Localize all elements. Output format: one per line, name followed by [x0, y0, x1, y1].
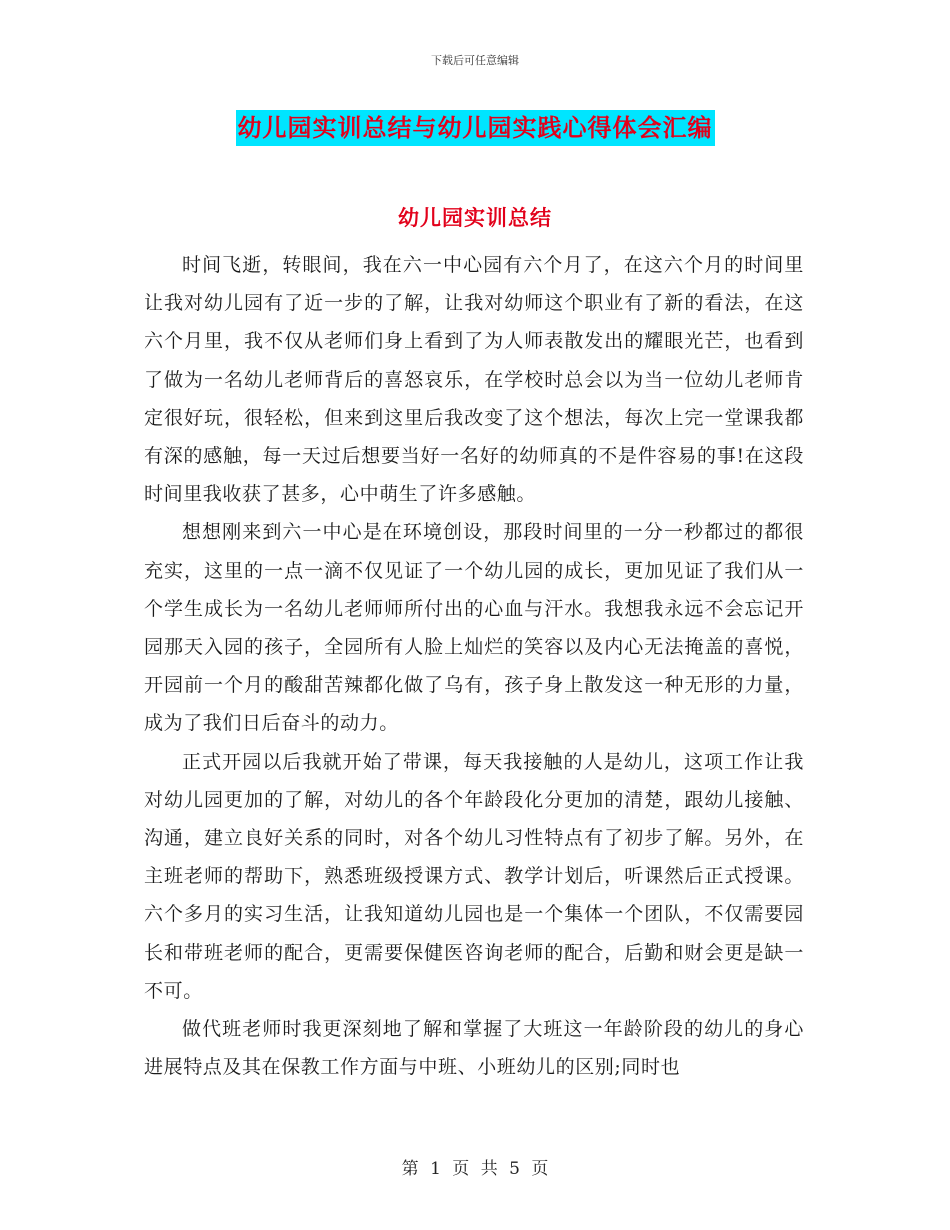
section-title: 幼儿园实训总结: [398, 206, 552, 230]
paragraph: 时间飞逝，转眼间，我在六一中心园有六个月了，在这六个月的时间里让我对幼儿园有了近一步的了解，让我对幼师这个职业有了新的看法，在这六个月里，我不仅从老师们身上看到了为人师表散发出的耀眼光芒，也看到了做为一名幼儿老师背后的喜怒哀乐，在学校时总会以为当一位幼儿老师肯定很好玩，很轻松，但来到这里后我改变了这个想法，每次上完一堂课我都有深的感触，每一天过后想要当好一名好的幼师真的不是件容易的事!在这段时间里我收获了甚多，心中萌生了许多感触。: [144, 254, 804, 506]
body-text: [144, 246, 804, 1086]
main-title-container: [0, 110, 950, 146]
paragraph: 想想刚来到六一中心是在环境创设，那段时间里的一分一秒都过的都很充实，这里的一点一滴不仅见证了一个幼儿园的成长，更加见证了我们从一个学生成长为一名幼儿老师师所付出的心血与汗水。我想我永远不会忘记开园那天入园的孩子，全园所有人脸上灿烂的笑容以及内心无法掩盖的喜悦，开园前一个月的酸甜苦辣都化做了乌有，孩子身上散发这一种无形的力量，成为了我们日后奋斗的动力。: [144, 521, 804, 735]
paragraph: 做代班老师时我更深刻地了解和掌握了大班这一年龄阶段的幼儿的身心进展特点及其在保教工作方面与中班、小班幼儿的区别;同时也: [144, 1018, 804, 1079]
paragraph: 正式开园以后我就开始了带课，每天我接触的人是幼儿，这项工作让我对幼儿园更加的了解，对幼儿的各个年龄段化分更加的清楚，跟幼儿接触、沟通，建立良好关系的同时，对各个幼儿习性特点有了初步了解。另外，在主班老师的帮助下，熟悉班级授课方式、教学计划后，听课然后正式授课。六个多月的实习生活，让我知道幼儿园也是一个集体一个团队，不仅需要园长和带班老师的配合，更需要保健医咨询老师的配合，后勤和财会更是缺一不可。: [144, 750, 804, 1002]
header-note: 下载后可任意编辑: [431, 54, 519, 67]
main-title: 幼儿园实训总结与幼儿园实践心得体会汇编: [236, 110, 715, 146]
page-footer: 第 1 页 共 5 页: [401, 1159, 549, 1179]
